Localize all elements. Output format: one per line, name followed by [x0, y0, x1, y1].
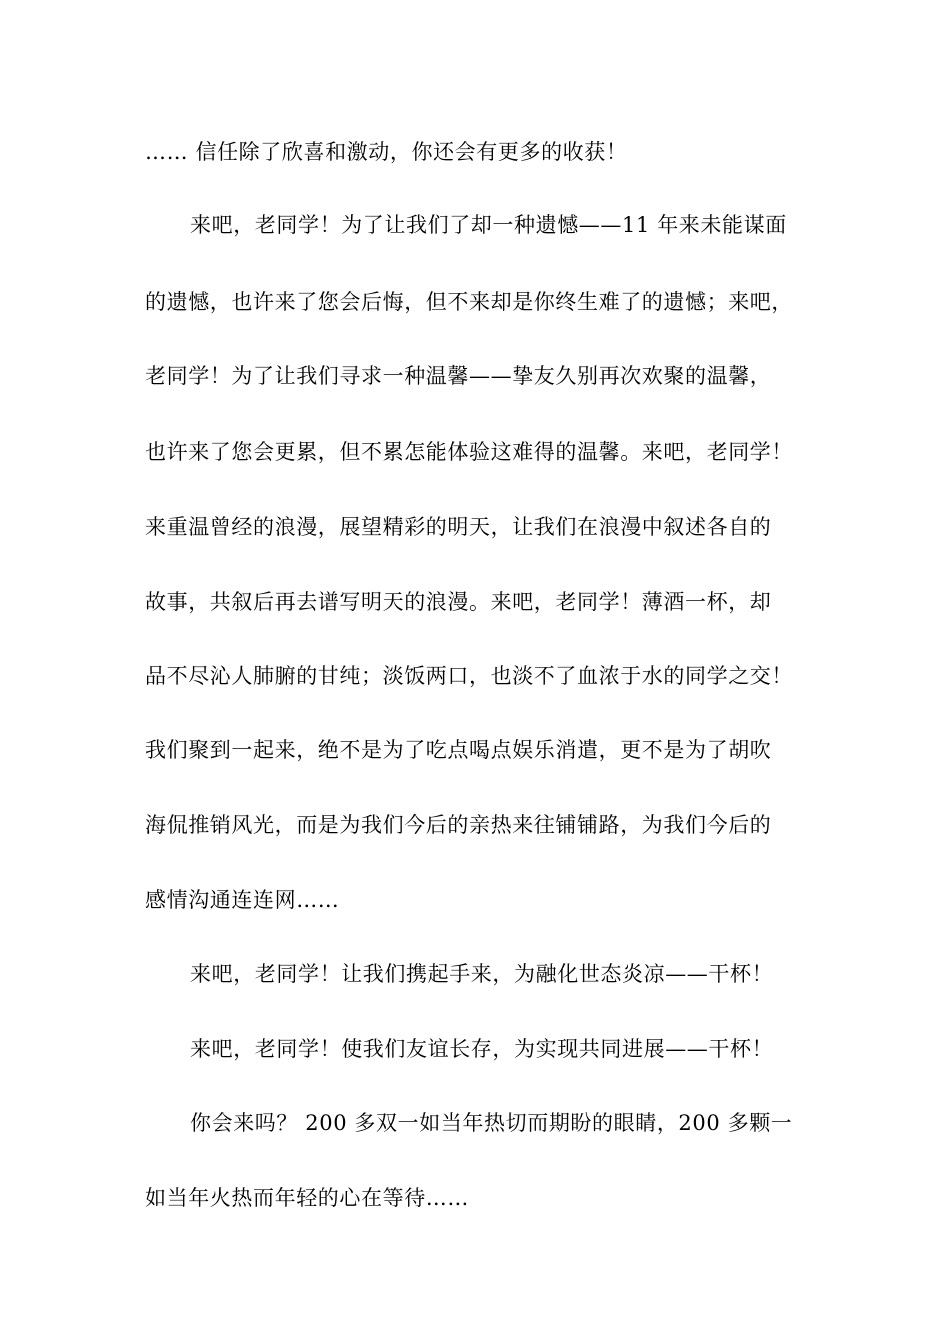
text-line: 老同学！为了让我们寻求一种温馨——挚友久别再次欢聚的温馨， [145, 364, 772, 388]
text-line: 的遗憾，也许来了您会后悔，但不来却是你终生难了的遗憾；来吧， [145, 290, 793, 314]
text-line: 来重温曾经的浪漫，展望精彩的明天，让我们在浪漫中叙述各自的 [145, 515, 772, 539]
text-line: 也许来了您会更累，但不累怎能体验这难得的温馨。来吧，老同学！ [145, 440, 793, 464]
text-line: 来吧，老同学！为了让我们了却一种遗憾——11 年来未能谋面 [190, 213, 787, 237]
text-line: 你会来吗？ 200 多双一如当年热切而期盼的眼睛，200 多颗一 [190, 1111, 793, 1135]
text-line: 故事，共叙后再去谱写明天的浪漫。来吧，老同学！薄酒一杯，却 [145, 590, 772, 614]
text-line: 感情沟通连连网…… [145, 888, 340, 912]
text-line: …… 信任除了欣喜和激动，你还会有更多的收获！ [145, 140, 628, 164]
text-line: 来吧，老同学！使我们友谊长存，为实现共同进展——干杯！ [190, 1037, 774, 1061]
text-line: 海侃推销风光，而是为我们今后的亲热来往铺铺路，为我们今后的 [145, 813, 772, 837]
text-line: 如当年火热而年轻的心在等待…… [145, 1186, 469, 1210]
text-line: 来吧，老同学！让我们携起手来，为融化世态炎凉——干杯！ [190, 962, 774, 986]
text-line: 品不尽沁人肺腑的甘纯；淡饭两口，也淡不了血浓于水的同学之交！ [145, 664, 793, 688]
text-line: 我们聚到一起来，绝不是为了吃点喝点娱乐消遣，更不是为了胡吹 [145, 738, 772, 762]
